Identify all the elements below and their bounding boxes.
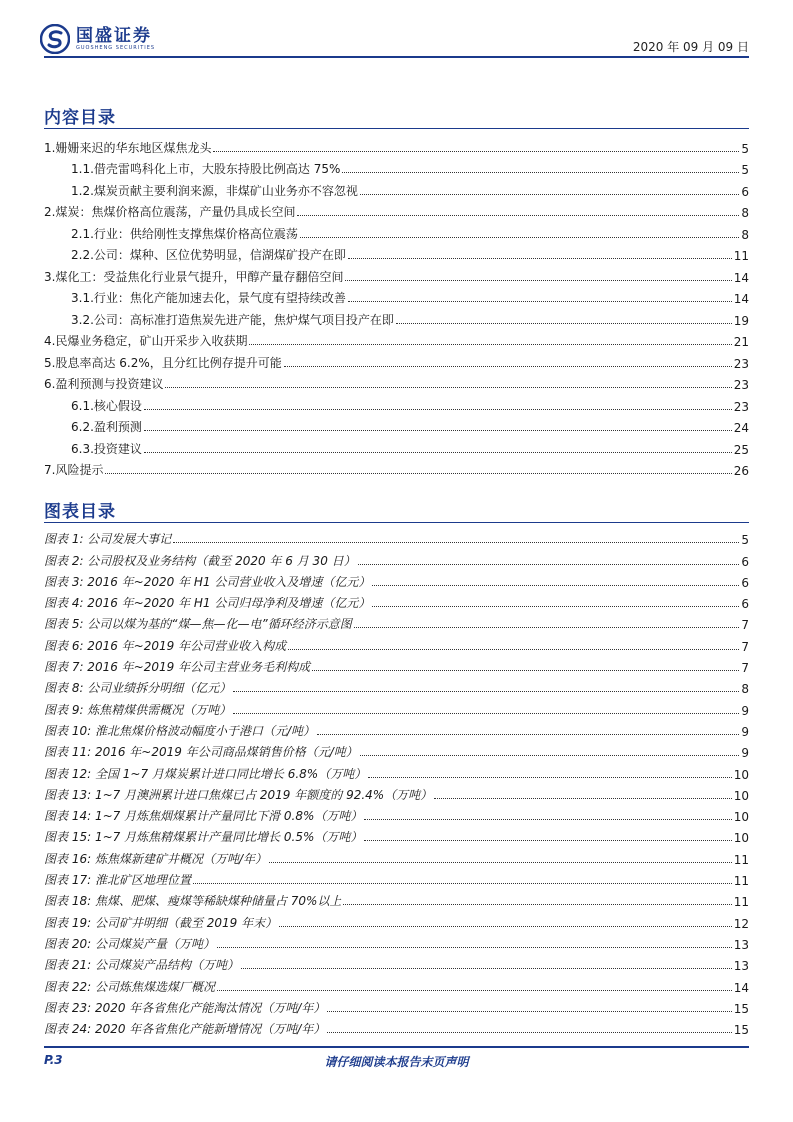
company-logo (40, 24, 155, 54)
toc-entry-title: 2.1.行业：供给刚性支撑焦煤价格高位震荡 (71, 226, 298, 241)
toc-entry-title: 6.2.盈利预测 (71, 420, 142, 434)
figure-entry-page: 11 (733, 874, 749, 889)
figure-entry-page: 9 (741, 746, 749, 761)
contents-title: 内容目录 (44, 108, 116, 128)
figure-entry-page: 8 (741, 682, 749, 697)
toc-entry-page: 6 (741, 184, 749, 199)
figure-entry[interactable] (44, 739, 749, 760)
figure-leader (233, 713, 739, 714)
toc-leader (348, 258, 732, 259)
figure-leader (364, 819, 731, 820)
figure-leader (372, 606, 739, 607)
figure-entry-page: 10 (733, 767, 749, 782)
toc-entry-title: 2.2.公司：煤种、区位优势明显，信湖煤矿投产在即 (71, 248, 346, 262)
figure-entry-title: 图表 22: 公司炼焦煤选煤厂概况 (44, 979, 215, 994)
figure-entry[interactable] (44, 590, 749, 611)
toc-entry[interactable] (44, 371, 749, 393)
figure-leader (193, 883, 732, 884)
toc-entry-title: 5.股息率高达 6.2%，且分红比例存提升可能 (44, 355, 282, 370)
toc-entry[interactable] (44, 285, 749, 307)
toc-entry-page: 26 (733, 464, 749, 478)
figure-leader (358, 564, 740, 565)
figure-entry-page: 6 (741, 554, 749, 569)
figure-leader (312, 670, 739, 671)
figure-entry-title: 图表 21: 公司煤炭产品结构（万吨） (44, 958, 239, 973)
figure-entry-title: 图表 13: 1~7 月澳洲累计进口焦煤已占 2019 年额度的 92.4%（万吨） (44, 787, 433, 802)
figure-leader (317, 734, 739, 735)
toc-entry-page: 8 (741, 206, 749, 220)
figure-entry[interactable] (44, 824, 749, 845)
toc-leader (284, 366, 732, 367)
figure-entry-title: 图表 4: 2016 年~2020 年 H1 公司归母净利及增速（亿元） (44, 596, 371, 611)
toc-entry[interactable] (44, 306, 749, 328)
toc-entry-page: 23 (733, 399, 749, 414)
toc-leader (105, 473, 731, 474)
figure-entry[interactable] (44, 973, 749, 994)
toc-entry-title: 1.姗姗来迟的华东地区煤焦龙头 (44, 140, 212, 155)
figure-entry[interactable] (44, 696, 749, 717)
figure-entry[interactable] (44, 632, 749, 653)
toc-leader (249, 344, 731, 345)
figure-entry[interactable] (44, 611, 749, 632)
figure-entry-page: 10 (733, 831, 749, 846)
figure-entry[interactable] (44, 526, 749, 547)
figure-entry[interactable] (44, 952, 749, 973)
contents-divider (44, 128, 749, 129)
toc-entry-title: 3.1.行业：焦化产能加速去化，景气度有望持续改善 (71, 291, 346, 305)
figure-entry-page: 13 (733, 959, 749, 974)
figure-entry-title: 图表 1: 公司发展大事记 (44, 532, 172, 547)
toc-entry[interactable] (44, 242, 749, 264)
figure-entry-title: 图表 10: 淮北焦煤价格波动幅度小于港口（元/吨） (44, 723, 315, 738)
header-divider (44, 56, 749, 58)
figure-entry-page: 7 (741, 661, 749, 676)
figure-entry-title: 图表 14: 1~7 月炼焦烟煤累计产量同比下滑 0.8%（万吨） (44, 809, 363, 824)
toc-entry-page: 5 (741, 163, 749, 177)
figure-leader (217, 990, 732, 991)
figure-entry-page: 7 (741, 639, 749, 654)
toc-entry[interactable] (44, 414, 749, 436)
figure-entry-page: 12 (733, 916, 749, 931)
toc-entry-title: 6.1.核心假设 (71, 398, 142, 413)
toc-entry[interactable] (44, 435, 749, 457)
toc-leader (144, 452, 732, 453)
toc-entry[interactable] (44, 199, 749, 221)
figure-entry-title: 图表 5: 公司以煤为基的“煤—焦—化—电”循环经济示意图 (44, 617, 352, 632)
toc-entry[interactable] (44, 134, 749, 156)
toc-entry[interactable] (44, 156, 749, 178)
figure-leader (368, 777, 732, 778)
figure-entry-title: 图表 18: 焦煤、肥煤、瘦煤等稀缺煤种储量占 70%以上 (44, 894, 342, 909)
figure-entry[interactable] (44, 803, 749, 824)
figure-entry-title: 图表 9: 炼焦精煤供需概况（万吨） (44, 702, 232, 717)
figure-entry-title: 图表 16: 炼焦煤新建矿井概况（万吨/年） (44, 851, 267, 866)
figure-entry-page: 15 (733, 1001, 749, 1016)
figure-entry-page: 11 (733, 895, 749, 910)
toc-entry-page: 19 (733, 313, 749, 328)
figure-entry-page: 14 (733, 980, 749, 995)
toc-leader (165, 387, 731, 388)
figure-entry-page: 6 (741, 575, 749, 590)
figure-entry-page: 6 (741, 597, 749, 612)
figure-entry-title: 图表 23: 2020 年各省焦化产能淘汰情况（万吨/年） (44, 1000, 326, 1015)
figure-leader (233, 691, 739, 692)
figure-entry[interactable] (44, 1016, 749, 1037)
figure-entry[interactable] (44, 909, 749, 930)
toc-entry[interactable] (44, 349, 749, 371)
figure-entry-page: 7 (741, 618, 749, 633)
figure-entry-title: 图表 19: 公司矿井明细（截至 2019 年末） (44, 915, 278, 930)
figure-leader (241, 968, 732, 969)
figure-leader (269, 862, 732, 863)
figure-leader (360, 755, 740, 756)
toc-leader (345, 280, 731, 281)
toc-entry[interactable] (44, 220, 749, 242)
toc-entry-page: 23 (733, 378, 749, 392)
toc-entry-title: 4.民爆业务稳定，矿山开采步入收获期 (44, 334, 248, 348)
toc-entry-page: 25 (733, 442, 749, 457)
figure-leader (173, 542, 739, 543)
figure-leader (288, 649, 739, 650)
figure-entry[interactable] (44, 845, 749, 866)
toc-entry-title: 3.2.公司：高标准打造焦炭先进产能，焦炉煤气项目投产在即 (71, 312, 394, 327)
toc-entry-page: 5 (741, 141, 749, 156)
figure-entry-page: 10 (733, 810, 749, 825)
toc-entry-title: 7.风险提示 (44, 463, 104, 477)
toc-leader (360, 194, 739, 195)
toc-entry-title: 6.3.投资建议 (71, 441, 142, 456)
figures-title: 图表目录 (44, 502, 116, 522)
figure-entry[interactable] (44, 995, 749, 1016)
figure-leader (343, 904, 731, 905)
figure-entry-page: 9 (741, 724, 749, 739)
disclaimer-note: 请仔细阅读本报告末页声明 (324, 1055, 469, 1069)
toc-entry-page: 14 (733, 292, 749, 306)
figure-leader (217, 947, 732, 948)
figure-entry-title: 图表 2: 公司股权及业务结构（截至 2020 年 6 月 30 日） (44, 553, 356, 568)
toc-entry[interactable] (44, 392, 749, 414)
toc-entry-page: 8 (741, 227, 749, 242)
toc-entry-title: 6.盈利预测与投资建议 (44, 377, 164, 391)
toc-entry[interactable] (44, 177, 749, 199)
figure-entry[interactable] (44, 931, 749, 952)
figure-entry-title: 图表 11: 2016 年~2019 年公司商品煤销售价格（元/吨） (44, 745, 358, 760)
contents-list (44, 134, 749, 478)
company-logo-icon (40, 24, 70, 54)
figure-entry-title: 图表 17: 淮北矿区地理位置 (44, 873, 191, 888)
toc-leader (144, 430, 732, 431)
figure-leader (279, 926, 732, 927)
toc-entry-page: 11 (733, 249, 749, 263)
figure-leader (434, 798, 732, 799)
figure-entry[interactable] (44, 569, 749, 590)
figure-entry[interactable] (44, 654, 749, 675)
figure-entry-title: 图表 12: 全国 1~7 月煤炭累计进口同比增长 6.8%（万吨） (44, 766, 367, 781)
toc-entry-title: 1.1.借壳雷鸣科化上市，大股东持股比例高达 75% (71, 162, 341, 176)
figure-entry-title: 图表 24: 2020 年各省焦化产能新增情况（万吨/年） (44, 1022, 326, 1037)
toc-leader (348, 301, 732, 302)
figure-leader (327, 1032, 731, 1033)
figure-entry-title: 图表 20: 公司煤炭产量（万吨） (44, 936, 215, 951)
figure-entry[interactable] (44, 782, 749, 803)
toc-entry-page: 23 (733, 356, 749, 371)
figure-entry[interactable] (44, 888, 749, 909)
figure-leader (364, 840, 731, 841)
toc-entry-title: 3.煤化工：受益焦化行业景气提升，甲醇产量存翻倍空间 (44, 269, 344, 284)
toc-entry-page: 21 (733, 335, 749, 349)
footer-divider (44, 1046, 749, 1048)
figure-entry-page: 11 (733, 852, 749, 867)
toc-entry[interactable] (44, 457, 749, 479)
toc-entry-page: 24 (733, 421, 749, 435)
company-name: 国盛证券 (76, 25, 152, 46)
figure-entry-title: 图表 15: 1~7 月炼焦精煤累计产量同比增长 0.5%（万吨） (44, 830, 363, 845)
company-name-en: GUOSHENG SECURITIES (76, 44, 156, 51)
toc-leader (297, 215, 739, 216)
figure-entry[interactable] (44, 547, 749, 568)
figure-entry-page: 10 (733, 788, 749, 803)
toc-leader (213, 151, 739, 152)
toc-leader (144, 409, 732, 410)
figures-divider (44, 522, 749, 523)
figure-entry-page: 13 (733, 937, 749, 952)
figure-entry[interactable] (44, 760, 749, 781)
figure-entry-page: 15 (733, 1023, 749, 1038)
figure-entry[interactable] (44, 867, 749, 888)
figure-leader (354, 627, 740, 628)
figure-leader (372, 585, 739, 586)
toc-leader (396, 323, 732, 324)
toc-entry-title: 2.煤炭：焦煤价格高位震荡，产量仍具成长空间 (44, 205, 296, 219)
figure-leader (327, 1011, 731, 1012)
toc-leader (342, 172, 739, 173)
figure-entry[interactable] (44, 718, 749, 739)
toc-entry[interactable] (44, 263, 749, 285)
toc-entry-page: 14 (733, 270, 749, 285)
figures-list (44, 526, 749, 1037)
figure-entry-title: 图表 7: 2016 年~2019 年公司主营业务毛利构成 (44, 660, 311, 675)
page-number: P.3 (44, 1053, 63, 1067)
figure-entry-title: 图表 3: 2016 年~2020 年 H1 公司营业收入及增速（亿元） (44, 574, 371, 589)
toc-entry[interactable] (44, 328, 749, 350)
toc-leader (300, 237, 739, 238)
figure-entry-title: 图表 6: 2016 年~2019 年公司营业收入构成 (44, 638, 287, 653)
figure-entry-title: 图表 8: 公司业绩拆分明细（亿元） (44, 681, 232, 696)
figure-entry[interactable] (44, 675, 749, 696)
toc-entry-title: 1.2.煤炭贡献主要利润来源，非煤矿山业务亦不容忽视 (71, 183, 358, 198)
report-date: 2020 年 09 月 09 日 (632, 40, 749, 54)
figure-entry-page: 5 (741, 533, 749, 548)
figure-entry-page: 9 (741, 703, 749, 718)
